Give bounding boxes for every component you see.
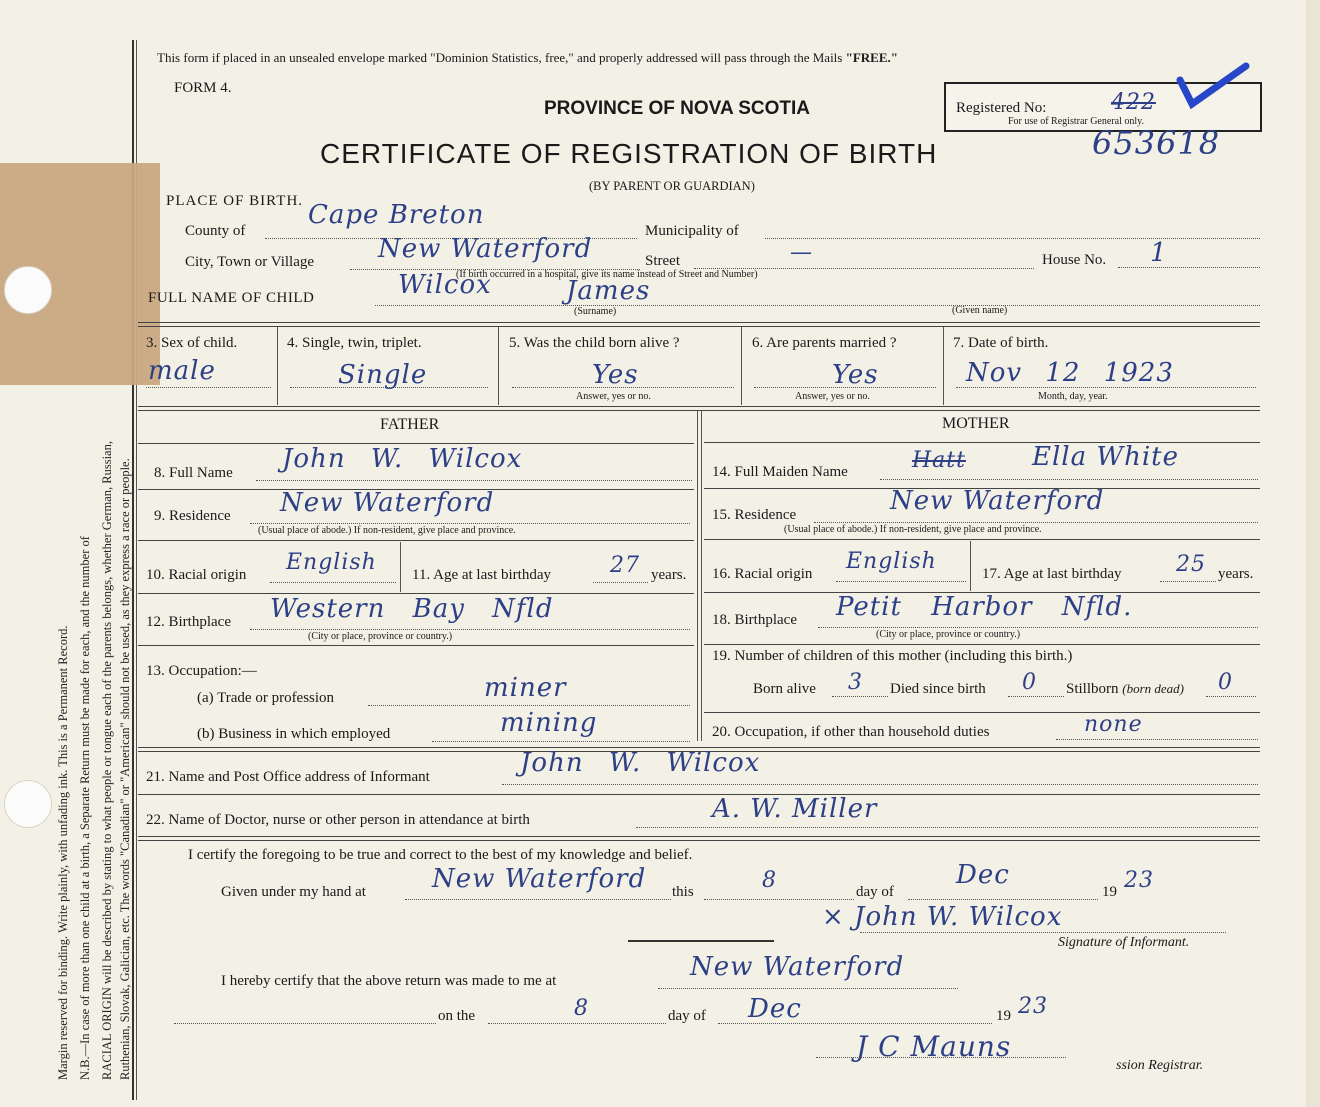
- father-age-label: 11. Age at last birthday: [412, 567, 551, 583]
- check-mark-icon: [1172, 62, 1252, 112]
- form-number: FORM 4.: [174, 80, 232, 96]
- stillborn-note: (born dead): [1122, 681, 1185, 696]
- mother-birthplace-line: [818, 627, 1258, 628]
- father-birthplace-line: [250, 629, 690, 630]
- father-age-line: [593, 582, 648, 583]
- father-business-value: mining: [500, 708, 598, 738]
- born-alive-count-value: 3: [848, 670, 863, 695]
- rule-row3-top: [138, 322, 1260, 323]
- separator-rule: [628, 940, 774, 942]
- given-day-of-label: day of: [856, 884, 894, 900]
- municipality-line: [765, 238, 1260, 239]
- county-label: County of: [185, 223, 246, 239]
- rule-doctor: [138, 836, 1260, 837]
- informant-signature: × John W. Wilcox: [822, 902, 1063, 932]
- father-name-label: 8. Full Name: [154, 465, 233, 481]
- mail-notice: [157, 50, 898, 66]
- father-age-years: years.: [651, 567, 687, 583]
- given-year-prefix: 19: [1102, 884, 1117, 900]
- province-heading: PROVINCE OF NOVA SCOTIA: [544, 98, 811, 119]
- rule-parents-divider: [697, 411, 698, 741]
- died-since-birth-line: [1008, 696, 1064, 697]
- given-name-caption: (Given name): [952, 305, 1008, 316]
- child-name-line: [375, 305, 1260, 306]
- child-surname-value: Wilcox: [398, 270, 492, 300]
- registrar-year-prefix: 19: [996, 1008, 1011, 1024]
- born-alive-value: Yes: [592, 360, 639, 390]
- rule-father-birthplace: [138, 645, 694, 646]
- child-name-label: FULL NAME OF CHILD: [148, 290, 315, 306]
- mother-residence-line: [814, 522, 1258, 523]
- street-value: —: [790, 240, 813, 265]
- born-alive-label: 5. Was the child born alive ?: [509, 335, 680, 351]
- father-business-line: [432, 741, 690, 742]
- child-given-name-value: James: [566, 276, 651, 306]
- registered-note: For use of Registrar General only.: [1008, 116, 1144, 127]
- father-residence-line: [250, 523, 690, 524]
- father-residence-value: New Waterford: [280, 488, 495, 518]
- born-alive-count-label: Born alive: [753, 681, 816, 697]
- mother-name-line: [880, 479, 1258, 480]
- rule-col-sep-2: [498, 327, 499, 405]
- mother-age-value: 25: [1176, 552, 1206, 577]
- mother-racial-line: [836, 581, 966, 582]
- mother-residence-label: 15. Residence: [712, 507, 797, 523]
- father-residence-caption: (Usual place of abode.) If non-resident, give place and province.: [258, 525, 516, 536]
- born-alive-caption: Answer, yes or no.: [576, 391, 651, 402]
- street-label: Street: [645, 253, 680, 269]
- died-since-birth-label: Died since birth: [890, 681, 986, 697]
- parents-married-label: 6. Are parents married ?: [752, 335, 897, 351]
- father-racial-value: English: [286, 550, 377, 575]
- binding-hole-upper: [4, 266, 52, 314]
- rule-informant: [138, 794, 1260, 795]
- father-trade-label: (a) Trade or profession: [197, 690, 335, 706]
- informant-value: John W. Wilcox: [520, 748, 761, 778]
- born-alive-count-line: [832, 696, 888, 697]
- father-trade-value: miner: [484, 673, 567, 703]
- stillborn-label-text: Stillborn: [1066, 681, 1119, 697]
- rule-parents-divider-2: [701, 411, 702, 741]
- registrar-place-line: [658, 988, 958, 989]
- margin-note-multiple-birth: N.B.—In case of more than one child at a birth, a Separate Return must be made for each, and the number of: [78, 536, 92, 1080]
- certificate-subtitle: (BY PARENT OR GUARDIAN): [589, 179, 755, 193]
- mother-birthplace-value: Petit Harbor Nfld.: [836, 592, 1133, 622]
- registrar-blank-line: [174, 1023, 436, 1024]
- father-birthplace-label: 12. Birthplace: [146, 614, 231, 630]
- given-under-hand-label: Given under my hand at: [221, 884, 366, 900]
- date-of-birth-caption: Month, day, year.: [1038, 391, 1108, 402]
- informant-signature-line: [860, 932, 1226, 933]
- hospital-note: (If birth occurred in a hospital, give its name instead of Street and Number): [456, 269, 758, 280]
- given-month-line: [908, 899, 1098, 900]
- sex-label: 3. Sex of child.: [146, 335, 238, 351]
- parents-married-caption: Answer, yes or no.: [795, 391, 870, 402]
- mother-residence-caption: (Usual place of abode.) If non-resident, give place and province.: [784, 524, 1042, 535]
- mother-children-label: 19. Number of children of this mother (including this birth.): [712, 648, 1073, 664]
- rule-father-residence: [138, 540, 694, 541]
- mother-racial-value: English: [846, 549, 937, 574]
- registered-struck-number: 422: [1111, 90, 1156, 115]
- given-year-value: 23: [1124, 868, 1154, 893]
- date-of-birth-value: Nov 12 1923: [966, 358, 1174, 388]
- municipality-label: Municipality of: [645, 223, 739, 239]
- doctor-value: A. W. Miller: [712, 794, 878, 824]
- doctor-label: 22. Name of Doctor, nurse or other person in attendance at birth: [146, 812, 530, 828]
- house-number-label: House No.: [1042, 252, 1107, 268]
- house-number-value: 1: [1150, 238, 1168, 268]
- mother-racial-label: 16. Racial origin: [712, 566, 813, 582]
- rule-col-sep-1: [277, 327, 278, 405]
- mother-occupation-line: [1056, 739, 1258, 740]
- sex-line: [146, 387, 271, 388]
- certification-statement: I certify the foregoing to be true and correct to the best of my knowledge and belief.: [188, 847, 693, 863]
- given-this-label: this: [672, 884, 694, 900]
- father-heading: FATHER: [380, 416, 440, 433]
- margin-note-racial-origin-cont: Ruthenian, Slovak, Galician, etc. The words "Canadian" or "American" should not be used, as they express a race or people.: [118, 458, 132, 1080]
- rule-mother-racial-sep: [970, 541, 971, 591]
- registrar-month-value: Dec: [748, 994, 802, 1024]
- mother-birthplace-caption: (City or place, province or country.): [876, 629, 1021, 640]
- registrar-on-the-label: on the: [438, 1008, 476, 1024]
- mother-age-label: 17. Age at last birthday: [982, 566, 1122, 582]
- rule-row3-top-2: [138, 326, 1260, 327]
- registrar-caption: ssion Registrar.: [1116, 1058, 1204, 1073]
- given-place-value: New Waterford: [432, 864, 647, 894]
- stillborn-label: [1066, 681, 1184, 698]
- mother-name-label: 14. Full Maiden Name: [712, 464, 848, 480]
- page-edge: [1306, 0, 1320, 1107]
- father-age-value: 27: [610, 553, 640, 578]
- margin-note-racial-origin: RACIAL ORIGIN will be described by stating to what people or tongue each of the parents belongs, whether German, Russian,: [100, 441, 114, 1080]
- binding-hole-lower: [4, 780, 52, 828]
- father-racial-line: [270, 582, 396, 583]
- father-trade-line: [368, 705, 690, 706]
- registrar-year-value: 23: [1018, 994, 1048, 1019]
- father-racial-label: 10. Racial origin: [146, 567, 247, 583]
- father-name-value: John W. Wilcox: [282, 444, 523, 474]
- rule-row3-bottom-2: [138, 410, 1260, 411]
- city-label: City, Town or Village: [185, 254, 315, 270]
- mother-age-line: [1160, 581, 1216, 582]
- registrar-day-value: 8: [574, 996, 589, 1021]
- given-place-line: [405, 899, 671, 900]
- mother-birthplace-label: 18. Birthplace: [712, 612, 797, 628]
- stillborn-value: 0: [1218, 670, 1233, 695]
- mother-heading: MOTHER: [942, 415, 1010, 432]
- city-value: New Waterford: [378, 234, 593, 264]
- mother-occupation-label: 20. Occupation, if other than household duties: [712, 724, 990, 740]
- date-of-birth-label: 7. Date of birth.: [953, 335, 1049, 351]
- plurality-value: Single: [338, 360, 428, 390]
- rule-col-sep-3: [741, 327, 742, 405]
- father-occupation-label: 13. Occupation:—: [146, 663, 257, 679]
- father-business-label: (b) Business in which employed: [197, 726, 391, 742]
- stillborn-line: [1206, 696, 1256, 697]
- rule-father-racial-sep: [400, 542, 401, 592]
- mother-age-years: years.: [1218, 566, 1254, 582]
- informant-label: 21. Name and Post Office address of Informant: [146, 769, 430, 785]
- rule-doctor-2: [138, 840, 1260, 841]
- registrar-signature-line: [816, 1057, 1066, 1058]
- house-number-line: [1118, 267, 1260, 268]
- margin-note-binding: Margin reserved for binding. Write plainly, with unfading ink. This is a Permanent Record.: [56, 625, 70, 1080]
- mail-notice-text: This form if placed in an unsealed envelope marked "Dominion Statistics, free," and properly addressed will pass through the Mails: [157, 50, 846, 65]
- rule-mother-birthplace: [704, 644, 1260, 645]
- mother-name-value: Ella White: [1032, 442, 1179, 472]
- informant-line: [502, 784, 1258, 785]
- died-since-birth-value: 0: [1022, 670, 1037, 695]
- given-day-line: [704, 899, 854, 900]
- registrar-day-line: [488, 1023, 666, 1024]
- mother-name-struck: Hatt: [912, 448, 966, 473]
- parents-married-value: Yes: [832, 360, 879, 390]
- registered-number: 653618: [1092, 124, 1221, 162]
- registered-label: Registered No:: [956, 100, 1047, 116]
- given-month-value: Dec: [956, 860, 1010, 890]
- rule-mother-residence: [704, 539, 1260, 540]
- doctor-line: [636, 827, 1258, 828]
- informant-signature-caption: Signature of Informant.: [1058, 935, 1190, 950]
- rule-mother-children: [704, 712, 1260, 713]
- registrar-statement: I hereby certify that the above return was made to me at: [221, 973, 557, 989]
- father-residence-label: 9. Residence: [154, 508, 231, 524]
- rule-row3-bottom: [138, 406, 1260, 407]
- registrar-place-value: New Waterford: [690, 952, 905, 982]
- mail-notice-free: "FREE.": [845, 50, 898, 65]
- sex-value: male: [148, 356, 216, 386]
- certificate-title: CERTIFICATE OF REGISTRATION OF BIRTH: [320, 138, 938, 169]
- father-birthplace-value: Western Bay Nfld: [270, 594, 554, 624]
- surname-caption: (Surname): [574, 306, 617, 317]
- plurality-label: 4. Single, twin, triplet.: [287, 335, 422, 351]
- mother-residence-value: New Waterford: [890, 486, 1105, 516]
- registrar-signature: J C Mauns: [856, 1030, 1012, 1063]
- rule-col-sep-4: [943, 327, 944, 405]
- place-of-birth-heading: PLACE OF BIRTH.: [166, 193, 304, 209]
- county-value: Cape Breton: [308, 200, 485, 230]
- father-birthplace-caption: (City or place, province or country.): [308, 631, 453, 642]
- given-day-value: 8: [762, 868, 777, 893]
- registrar-day-of-label: day of: [668, 1008, 706, 1024]
- father-name-line: [256, 480, 692, 481]
- mother-occupation-value: none: [1084, 712, 1143, 737]
